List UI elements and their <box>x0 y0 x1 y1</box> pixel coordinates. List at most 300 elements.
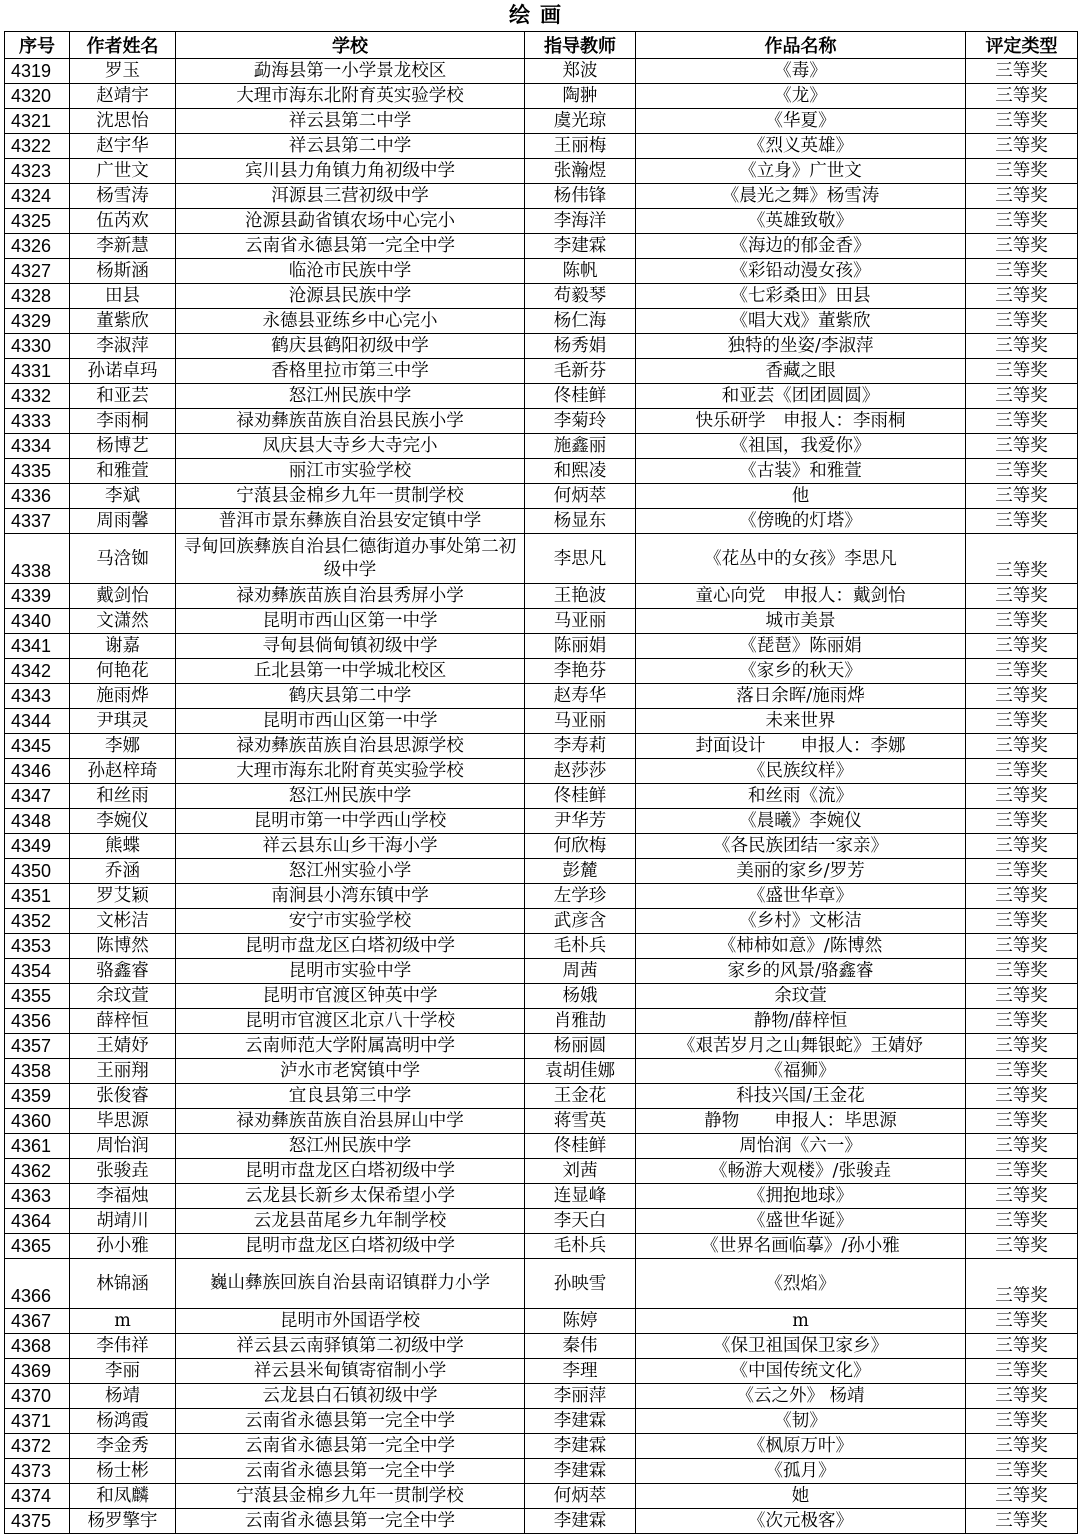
school-cell: 昆明市官渡区钟英中学 <box>176 984 525 1009</box>
header-award: 评定类型 <box>966 32 1078 59</box>
teacher-cell: 李艳芬 <box>525 659 636 684</box>
award-cell: 三等奖 <box>966 809 1078 834</box>
school-cell: 永德县亚练乡中心完小 <box>176 309 525 334</box>
teacher-cell: 李菊玲 <box>525 409 636 434</box>
author-cell: 赵靖宇 <box>70 84 176 109</box>
table-row <box>5 1184 1078 1209</box>
school-cell: 普洱市景东彝族自治县安定镇中学 <box>176 509 525 534</box>
award-cell: 三等奖 <box>966 434 1078 459</box>
award-cell: 三等奖 <box>966 534 1078 584</box>
work-cell: 未来世界 <box>636 709 966 734</box>
award-cell: 三等奖 <box>966 1059 1078 1084</box>
teacher-cell: 杨丽圆 <box>525 1034 636 1059</box>
work-cell: 《盛世华诞》 <box>636 1209 966 1234</box>
teacher-cell: 马亚丽 <box>525 609 636 634</box>
work-cell: 《烈义英雄》 <box>636 134 966 159</box>
award-cell: 三等奖 <box>966 134 1078 159</box>
school-cell: 祥云县第二中学 <box>176 134 525 159</box>
work-cell: 《柿柿如意》/陈博然 <box>636 934 966 959</box>
teacher-cell: 蒋雪英 <box>525 1109 636 1134</box>
table-row <box>5 384 1078 409</box>
work-cell: 《傍晚的灯塔》 <box>636 509 966 534</box>
teacher-cell: 杨显东 <box>525 509 636 534</box>
author-cell: 杨博艺 <box>70 434 176 459</box>
id-cell: 4331 <box>5 359 70 384</box>
id-cell: 4352 <box>5 909 70 934</box>
id-cell: 4338 <box>5 534 70 584</box>
table-header-row <box>5 32 1078 59</box>
award-cell: 三等奖 <box>966 684 1078 709</box>
id-cell: 4324 <box>5 184 70 209</box>
school-cell: 昆明市盘龙区白塔初级中学 <box>176 934 525 959</box>
id-cell: 4346 <box>5 759 70 784</box>
teacher-cell: 连显峰 <box>525 1184 636 1209</box>
author-cell: 何艳花 <box>70 659 176 684</box>
id-cell: 4355 <box>5 984 70 1009</box>
id-cell: 4326 <box>5 234 70 259</box>
table-row <box>5 1409 1078 1434</box>
school-cell: 沧源县勐省镇农场中心完小 <box>176 209 525 234</box>
teacher-cell: 王丽梅 <box>525 134 636 159</box>
id-cell: 4349 <box>5 834 70 859</box>
school-cell: 泸水市老窝镇中学 <box>176 1059 525 1084</box>
id-cell: 4357 <box>5 1034 70 1059</box>
author-cell: 李丽 <box>70 1359 176 1384</box>
award-cell: 三等奖 <box>966 1234 1078 1259</box>
id-cell: 4368 <box>5 1334 70 1359</box>
award-cell: 三等奖 <box>966 59 1078 84</box>
teacher-cell: 袁胡佳娜 <box>525 1059 636 1084</box>
school-cell: 宾川县力角镇力角初级中学 <box>176 159 525 184</box>
id-cell: 4353 <box>5 934 70 959</box>
teacher-cell: 佟桂鲜 <box>525 1134 636 1159</box>
table-row <box>5 1334 1078 1359</box>
teacher-cell: 虞光琼 <box>525 109 636 134</box>
table-row <box>5 1159 1078 1184</box>
award-cell: 三等奖 <box>966 909 1078 934</box>
work-cell: 《毒》 <box>636 59 966 84</box>
author-cell: 王婧妤 <box>70 1034 176 1059</box>
id-cell: 4365 <box>5 1234 70 1259</box>
table-row <box>5 534 1078 584</box>
author-cell: 马浛铷 <box>70 534 176 584</box>
teacher-cell: 佟桂鲜 <box>525 784 636 809</box>
header-id: 序号 <box>5 32 70 59</box>
work-cell: 她 <box>636 1484 966 1509</box>
award-cell: 三等奖 <box>966 784 1078 809</box>
work-cell: 和亚芸《团团圆圆》 <box>636 384 966 409</box>
teacher-cell: 左学珍 <box>525 884 636 909</box>
author-cell: 孙小雅 <box>70 1234 176 1259</box>
work-cell: 《中国传统文化》 <box>636 1359 966 1384</box>
award-cell: 三等奖 <box>966 209 1078 234</box>
id-cell: 4330 <box>5 334 70 359</box>
table-row <box>5 759 1078 784</box>
school-cell: 昆明市盘龙区白塔初级中学 <box>176 1159 525 1184</box>
teacher-cell: 武彦含 <box>525 909 636 934</box>
author-cell: 文彬洁 <box>70 909 176 934</box>
work-cell: 《盛世华章》 <box>636 884 966 909</box>
work-cell: 《晨曦》李婉仪 <box>636 809 966 834</box>
table-row <box>5 84 1078 109</box>
award-cell: 三等奖 <box>966 859 1078 884</box>
teacher-cell: 杨伟锋 <box>525 184 636 209</box>
school-cell: 云南省永德县第一完全中学 <box>176 1434 525 1459</box>
school-cell: 禄劝彝族苗族自治县民族小学 <box>176 409 525 434</box>
school-cell: 安宁市实验学校 <box>176 909 525 934</box>
table-row <box>5 359 1078 384</box>
award-cell: 三等奖 <box>966 109 1078 134</box>
table-row <box>5 459 1078 484</box>
school-cell: 祥云县云南驿镇第二初级中学 <box>176 1334 525 1359</box>
award-cell: 三等奖 <box>966 1034 1078 1059</box>
id-cell: 4369 <box>5 1359 70 1384</box>
school-cell: 大理市海东北附育英实验学校 <box>176 759 525 784</box>
school-cell: 昆明市外国语学校 <box>176 1309 525 1334</box>
work-cell: 《世界名画临摹》/孙小雅 <box>636 1234 966 1259</box>
id-cell: 4351 <box>5 884 70 909</box>
id-cell: 4319 <box>5 59 70 84</box>
author-cell: 文潇然 <box>70 609 176 634</box>
award-cell: 三等奖 <box>966 734 1078 759</box>
school-cell: 云南省永德县第一完全中学 <box>176 234 525 259</box>
work-cell: 静物/薛梓恒 <box>636 1009 966 1034</box>
id-cell: 4363 <box>5 1184 70 1209</box>
author-cell: 广世文 <box>70 159 176 184</box>
school-cell: 云龙县白石镇初级中学 <box>176 1384 525 1409</box>
work-cell: 和丝雨《流》 <box>636 784 966 809</box>
award-cell: 三等奖 <box>966 409 1078 434</box>
id-cell: 4325 <box>5 209 70 234</box>
table-row <box>5 1509 1078 1534</box>
school-cell: 丘北县第一中学城北校区 <box>176 659 525 684</box>
teacher-cell: 王金花 <box>525 1084 636 1109</box>
id-cell: 4370 <box>5 1384 70 1409</box>
author-cell: 李伟祥 <box>70 1334 176 1359</box>
id-cell: 4332 <box>5 384 70 409</box>
teacher-cell: 陶翀 <box>525 84 636 109</box>
id-cell: 4335 <box>5 459 70 484</box>
award-cell: 三等奖 <box>966 334 1078 359</box>
school-cell: 禄劝彝族苗族自治县思源学校 <box>176 734 525 759</box>
teacher-cell: 李建霖 <box>525 1434 636 1459</box>
author-cell: 周雨馨 <box>70 509 176 534</box>
author-cell: 谢嘉 <box>70 634 176 659</box>
award-cell: 三等奖 <box>966 159 1078 184</box>
author-cell: 杨斯涵 <box>70 259 176 284</box>
school-cell: 大理市海东北附育英实验学校 <box>176 84 525 109</box>
id-cell: 4364 <box>5 1209 70 1234</box>
id-cell: 4320 <box>5 84 70 109</box>
author-cell: 胡靖川 <box>70 1209 176 1234</box>
award-cell: 三等奖 <box>966 84 1078 109</box>
id-cell: 4354 <box>5 959 70 984</box>
work-cell: 《枫原万叶》 <box>636 1434 966 1459</box>
teacher-cell: 何欣梅 <box>525 834 636 859</box>
table-row <box>5 334 1078 359</box>
table-row <box>5 1384 1078 1409</box>
award-cell: 三等奖 <box>966 1359 1078 1384</box>
work-cell: 《民族纹样》 <box>636 759 966 784</box>
table-row <box>5 134 1078 159</box>
author-cell: 尹琪灵 <box>70 709 176 734</box>
work-cell: 独特的坐姿/李淑萍 <box>636 334 966 359</box>
school-cell: 云龙县长新乡太保希望小学 <box>176 1184 525 1209</box>
work-cell: 《孤月》 <box>636 1459 966 1484</box>
work-cell: 《立身》广世文 <box>636 159 966 184</box>
school-cell: 云南师范大学附属嵩明中学 <box>176 1034 525 1059</box>
table-row <box>5 584 1078 609</box>
teacher-cell: 毛新芬 <box>525 359 636 384</box>
school-cell: 鹤庆县第二中学 <box>176 684 525 709</box>
work-cell: 家乡的风景/骆鑫睿 <box>636 959 966 984</box>
school-cell: 昆明市盘龙区白塔初级中学 <box>176 1234 525 1259</box>
school-cell: 宜良县第三中学 <box>176 1084 525 1109</box>
table-row <box>5 859 1078 884</box>
table-row <box>5 834 1078 859</box>
author-cell: 周怡润 <box>70 1134 176 1159</box>
header-school: 学校 <box>176 32 525 59</box>
teacher-cell: 赵莎莎 <box>525 759 636 784</box>
author-cell: 伍芮欢 <box>70 209 176 234</box>
table-row <box>5 884 1078 909</box>
teacher-cell: 和熙凌 <box>525 459 636 484</box>
author-cell: 董紫欣 <box>70 309 176 334</box>
award-cell: 三等奖 <box>966 509 1078 534</box>
teacher-cell: 毛朴兵 <box>525 934 636 959</box>
table-row <box>5 1459 1078 1484</box>
table-row <box>5 484 1078 509</box>
table-row <box>5 259 1078 284</box>
school-cell: 禄劝彝族苗族自治县屏山中学 <box>176 1109 525 1134</box>
work-cell: 《琵琶》陈丽娟 <box>636 634 966 659</box>
award-cell: 三等奖 <box>966 1484 1078 1509</box>
teacher-cell: 李寿莉 <box>525 734 636 759</box>
author-cell: 和凤麟 <box>70 1484 176 1509</box>
table-row <box>5 709 1078 734</box>
school-cell: 昆明市西山区第一中学 <box>176 709 525 734</box>
table-row <box>5 784 1078 809</box>
teacher-cell: 郑波 <box>525 59 636 84</box>
school-cell: 寻甸回族彝族自治县仁德街道办事处第二初级中学 <box>176 534 525 584</box>
id-cell: 4367 <box>5 1309 70 1334</box>
award-cell: 三等奖 <box>966 309 1078 334</box>
award-cell: 三等奖 <box>966 584 1078 609</box>
work-cell: 童心向党 申报人：戴剑怡 <box>636 584 966 609</box>
award-cell: 三等奖 <box>966 384 1078 409</box>
school-cell: 昆明市第一中学西山学校 <box>176 809 525 834</box>
teacher-cell: 李思凡 <box>525 534 636 584</box>
school-cell: 临沧市民族中学 <box>176 259 525 284</box>
award-cell: 三等奖 <box>966 484 1078 509</box>
teacher-cell: 李建霖 <box>525 1409 636 1434</box>
author-cell: 李淑萍 <box>70 334 176 359</box>
work-cell: 《英雄致敬》 <box>636 209 966 234</box>
id-cell: 4372 <box>5 1434 70 1459</box>
author-cell: 张俊睿 <box>70 1084 176 1109</box>
work-cell: 落日余晖/施雨烨 <box>636 684 966 709</box>
award-cell: 三等奖 <box>966 709 1078 734</box>
teacher-cell: 李海洋 <box>525 209 636 234</box>
teacher-cell: 马亚丽 <box>525 709 636 734</box>
school-cell: 寻甸县倘甸镇初级中学 <box>176 634 525 659</box>
table-row <box>5 59 1078 84</box>
table-row <box>5 809 1078 834</box>
teacher-cell: 杨娥 <box>525 984 636 1009</box>
author-cell: 林锦涵 <box>70 1259 176 1309</box>
table-row <box>5 1084 1078 1109</box>
school-cell: 昆明市西山区第一中学 <box>176 609 525 634</box>
author-cell: 李婉仪 <box>70 809 176 834</box>
teacher-cell: 赵寿华 <box>525 684 636 709</box>
author-cell: 杨罗擎宇 <box>70 1509 176 1534</box>
work-cell: 封面设计 申报人：李娜 <box>636 734 966 759</box>
award-cell: 三等奖 <box>966 1084 1078 1109</box>
school-cell: 祥云县第二中学 <box>176 109 525 134</box>
id-cell: 4350 <box>5 859 70 884</box>
author-cell: 李斌 <box>70 484 176 509</box>
work-cell: 城市美景 <box>636 609 966 634</box>
school-cell: 云龙县苗尾乡九年制学校 <box>176 1209 525 1234</box>
id-cell: 4360 <box>5 1109 70 1134</box>
work-cell: 《韧》 <box>636 1409 966 1434</box>
table-row <box>5 1434 1078 1459</box>
teacher-cell: 何炳萃 <box>525 484 636 509</box>
teacher-cell: 李建霖 <box>525 1459 636 1484</box>
id-cell: 4361 <box>5 1134 70 1159</box>
award-cell: 三等奖 <box>966 259 1078 284</box>
school-cell: 巍山彝族回族自治县南诏镇群力小学 <box>176 1259 525 1309</box>
table-row <box>5 659 1078 684</box>
id-cell: 4340 <box>5 609 70 634</box>
work-cell: 《保卫祖国保卫家乡》 <box>636 1334 966 1359</box>
id-cell: 4342 <box>5 659 70 684</box>
teacher-cell: 彭麓 <box>525 859 636 884</box>
header-work: 作品名称 <box>636 32 966 59</box>
award-cell: 三等奖 <box>966 659 1078 684</box>
id-cell: 4334 <box>5 434 70 459</box>
award-cell: 三等奖 <box>966 234 1078 259</box>
school-cell: 南涧县小湾东镇中学 <box>176 884 525 909</box>
author-cell: 薛梓恒 <box>70 1009 176 1034</box>
school-cell: 洱源县三营初级中学 <box>176 184 525 209</box>
work-cell: 科技兴国/王金花 <box>636 1084 966 1109</box>
author-cell: 孙诺卓玛 <box>70 359 176 384</box>
award-cell: 三等奖 <box>966 284 1078 309</box>
work-cell: 《家乡的秋天》 <box>636 659 966 684</box>
table-row <box>5 234 1078 259</box>
id-cell: 4374 <box>5 1484 70 1509</box>
award-cell: 三等奖 <box>966 959 1078 984</box>
teacher-cell: 刘茜 <box>525 1159 636 1184</box>
award-cell: 三等奖 <box>966 459 1078 484</box>
author-cell: 和雅萱 <box>70 459 176 484</box>
id-cell: 4327 <box>5 259 70 284</box>
work-cell: 《拥抱地球》 <box>636 1184 966 1209</box>
work-cell: 《七彩桑田》田县 <box>636 284 966 309</box>
table-row <box>5 434 1078 459</box>
table-row <box>5 1359 1078 1384</box>
author-cell: 陈博然 <box>70 934 176 959</box>
work-cell: 他 <box>636 484 966 509</box>
school-cell: 禄劝彝族苗族自治县秀屏小学 <box>176 584 525 609</box>
id-cell: 4348 <box>5 809 70 834</box>
author-cell: 杨靖 <box>70 1384 176 1409</box>
award-cell: 三等奖 <box>966 1334 1078 1359</box>
teacher-cell: 秦伟 <box>525 1334 636 1359</box>
teacher-cell: 毛朴兵 <box>525 1234 636 1259</box>
author-cell: 罗艾颖 <box>70 884 176 909</box>
work-cell: 《龙》 <box>636 84 966 109</box>
table-row <box>5 734 1078 759</box>
award-cell: 三等奖 <box>966 1134 1078 1159</box>
table-row <box>5 1309 1078 1334</box>
school-cell: 云南省永德县第一完全中学 <box>176 1509 525 1534</box>
award-cell: 三等奖 <box>966 984 1078 1009</box>
awards-table <box>4 31 1078 1534</box>
id-cell: 4373 <box>5 1459 70 1484</box>
work-cell: 《乡村》文彬洁 <box>636 909 966 934</box>
id-cell: 4322 <box>5 134 70 159</box>
author-cell: 杨雪涛 <box>70 184 176 209</box>
id-cell: 4347 <box>5 784 70 809</box>
table-row <box>5 159 1078 184</box>
author-cell: 罗玉 <box>70 59 176 84</box>
teacher-cell: 周茜 <box>525 959 636 984</box>
work-cell: 静物 申报人：毕思源 <box>636 1109 966 1134</box>
award-cell: 三等奖 <box>966 1109 1078 1134</box>
award-cell: 三等奖 <box>966 1409 1078 1434</box>
id-cell: 4336 <box>5 484 70 509</box>
table-row <box>5 909 1078 934</box>
work-cell: 《古装》和雅萱 <box>636 459 966 484</box>
teacher-cell: 陈帆 <box>525 259 636 284</box>
author-cell: 李雨桐 <box>70 409 176 434</box>
id-cell: 4323 <box>5 159 70 184</box>
author-cell: 赵宇华 <box>70 134 176 159</box>
author-cell: 沈思怡 <box>70 109 176 134</box>
table-row <box>5 959 1078 984</box>
table-row <box>5 109 1078 134</box>
id-cell: 4339 <box>5 584 70 609</box>
id-cell: 4345 <box>5 734 70 759</box>
teacher-cell: 肖雅劼 <box>525 1009 636 1034</box>
table-row <box>5 1484 1078 1509</box>
work-cell: 《各民族团结一家亲》 <box>636 834 966 859</box>
author-cell: 李福烛 <box>70 1184 176 1209</box>
table-row <box>5 609 1078 634</box>
author-cell: 施雨烨 <box>70 684 176 709</box>
school-cell: 祥云县东山乡干海小学 <box>176 834 525 859</box>
school-cell: 云南省永德县第一完全中学 <box>176 1459 525 1484</box>
author-cell: 戴剑怡 <box>70 584 176 609</box>
award-cell: 三等奖 <box>966 759 1078 784</box>
author-cell: 田县 <box>70 284 176 309</box>
author-cell: 和丝雨 <box>70 784 176 809</box>
author-cell: 乔涵 <box>70 859 176 884</box>
table-row <box>5 934 1078 959</box>
author-cell: 李金秀 <box>70 1434 176 1459</box>
award-cell: 三等奖 <box>966 1459 1078 1484</box>
teacher-cell: 孙映雪 <box>525 1259 636 1309</box>
author-cell: 王丽翔 <box>70 1059 176 1084</box>
work-cell: 《次元极客》 <box>636 1509 966 1534</box>
work-cell: 《彩铅动漫女孩》 <box>636 259 966 284</box>
work-cell: 《晨光之舞》杨雪涛 <box>636 184 966 209</box>
school-cell: 宁蒗县金棉乡九年一贯制学校 <box>176 484 525 509</box>
id-cell: 4371 <box>5 1409 70 1434</box>
award-cell: 三等奖 <box>966 1259 1078 1309</box>
